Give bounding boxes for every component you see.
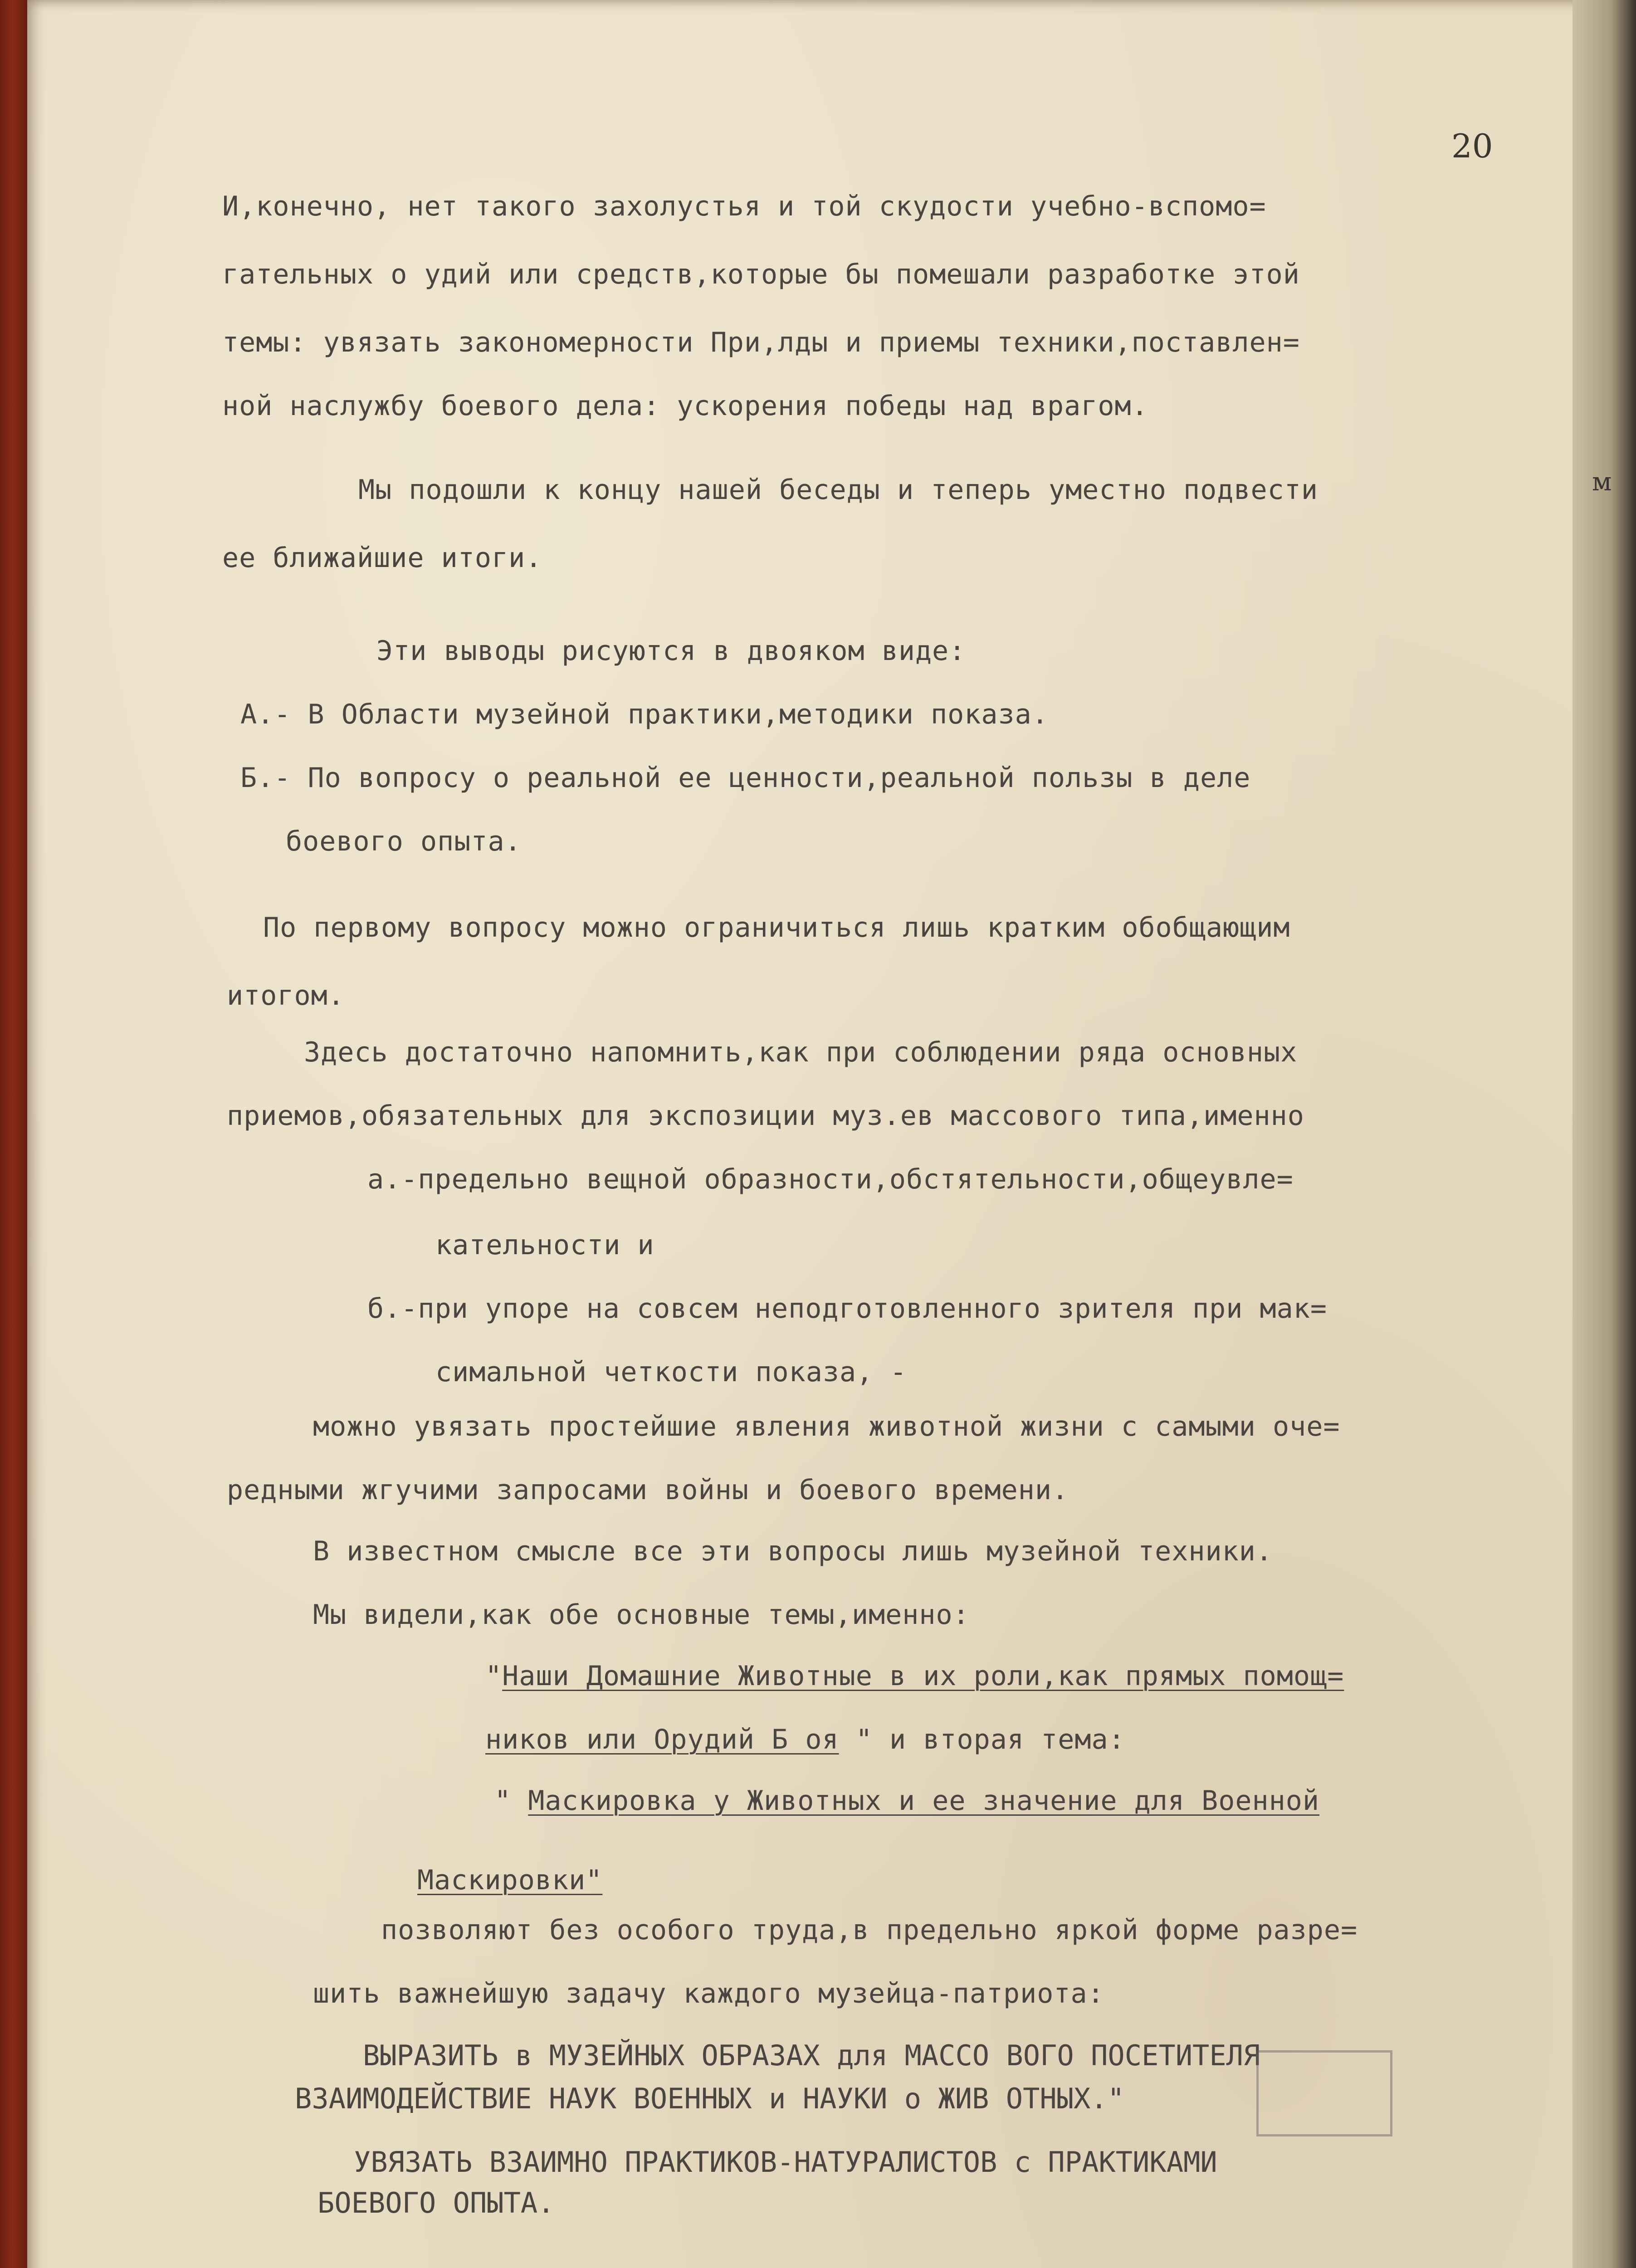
- text-line: Б.- По вопросу о реальной ее ценности,реальной пользы в деле: [240, 762, 1251, 794]
- text-line: Мы подошли к концу нашей беседы и теперь уместно подвести: [358, 474, 1319, 506]
- text-line: [485, 1660, 1344, 1692]
- conclusion-line: БОЕВОГО ОПЫТА.: [317, 2186, 555, 2219]
- text-line: шить важнейшую задачу каждого музейца-патриота:: [313, 1978, 1104, 2009]
- text-line: Здесь достаточно напомнить,как при соблюдении ряда основных: [304, 1036, 1298, 1068]
- text-line: И,конечно, нет такого захолустья и той скудости учебно-вспомо=: [222, 191, 1266, 222]
- text-line: темы: увязать закономерности При,лды и приемы техники,поставлен=: [222, 327, 1300, 358]
- text-line: ее ближайшие итоги.: [222, 542, 542, 574]
- page-number: 20: [1451, 127, 1493, 165]
- faded-stamp: [1256, 2050, 1392, 2136]
- text-fragment: " и вторая тема:: [839, 1724, 1125, 1755]
- text-line: боевого опыта.: [286, 826, 522, 857]
- text-line: редными жгучими запросами войны и боевого времени.: [227, 1474, 1069, 1506]
- margin-mark: м: [1592, 467, 1612, 497]
- quote-mark: ": [494, 1785, 528, 1817]
- text-line: кательности и: [435, 1229, 654, 1261]
- text-line: можно увязать простейшие явления животной жизни с самыми оче=: [313, 1411, 1340, 1442]
- text-line: [494, 1785, 1319, 1817]
- text-line: По первому вопросу можно ограничиться лишь кратким обобщающим: [263, 912, 1290, 943]
- conclusion-line: УВЯЗАТЬ ВЗАИМНО ПРАКТИКОВ-НАТУРАЛИСТОВ с ПРАКТИКАМИ: [354, 2146, 1217, 2179]
- text-line: ной наслужбу боевого дела: ускорения победы над врагом.: [222, 390, 1148, 422]
- text-line: Эти выводы рисуются в двояком виде:: [376, 635, 966, 667]
- text-line: приемов,обязательных для экспозиции муз.ев массового типа,именно: [227, 1100, 1304, 1132]
- text-line: позволяют без особого труда,в предельно яркой форме разре=: [381, 1914, 1358, 1946]
- text-line: итогом.: [227, 980, 345, 1012]
- text-line: В известном смысле все эти вопросы лишь музейной техники.: [313, 1535, 1273, 1567]
- conclusion-line: ВЗАИМОДЕЙСТВИЕ НАУК ВОЕННЫХ и НАУКИ о ЖИВ ОТНЫХ.": [295, 2082, 1125, 2115]
- theme-title-1-cont: ников или Орудий Б оя: [485, 1724, 839, 1755]
- stacked-page-edges: [1573, 0, 1636, 2268]
- text-line: б.-при упоре на совсем неподготовленного зрителя при мак=: [367, 1293, 1328, 1325]
- theme-title-1: Наши Домашние Животные в их роли,как прямых помощ=: [502, 1660, 1344, 1692]
- theme-title-2: Маскировка у Животных и ее значение для Военной: [528, 1785, 1320, 1817]
- text-line: А.- В Области музейной практики,методики показа.: [240, 699, 1049, 730]
- text-line: [485, 1724, 1125, 1755]
- quote-mark: ": [485, 1660, 503, 1692]
- text-line: гательных о удий или средств,которые бы помешали разработке этой: [222, 259, 1300, 290]
- text-line: симальной четкости показа, -: [435, 1356, 907, 1388]
- conclusion-line: ВЫРАЗИТЬ в МУЗЕЙНЫХ ОБРАЗАХ для МАССО ВОГО ПОСЕТИТЕЛЯ: [363, 2039, 1260, 2072]
- theme-title-2-cont: Маскировки": [417, 1864, 603, 1896]
- text-line: а.-предельно вещной образности,обстятельности,общеувле=: [367, 1163, 1294, 1195]
- text-line: Мы видели,как обе основные темы,именно:: [313, 1599, 970, 1631]
